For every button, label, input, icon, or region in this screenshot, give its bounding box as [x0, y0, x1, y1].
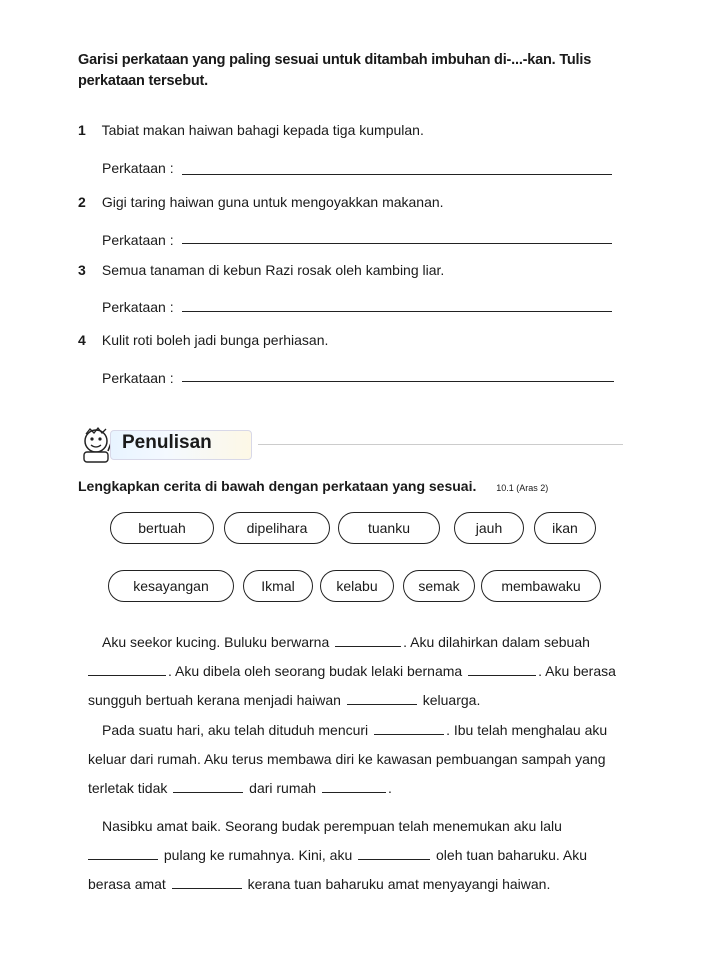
task-instruction [78, 478, 638, 494]
word-chip[interactable]: kesayangan [108, 570, 234, 602]
word-chip[interactable]: Ikmal [243, 570, 313, 602]
word-chip[interactable]: membawaku [481, 570, 601, 602]
story-text: berasa amat [88, 876, 166, 892]
word-chip[interactable]: kelabu [320, 570, 394, 602]
story-text: oleh tuan baharuku. Aku [436, 847, 588, 863]
question-2 [78, 194, 638, 210]
answer-line[interactable] [182, 174, 612, 175]
story-text: Pada suatu hari, aku telah dituduh mencuri [102, 722, 369, 738]
question-text: Tabiat makan haiwan bahagi kepada tiga kumpulan. [101, 122, 424, 138]
story-paragraph-2 [88, 716, 623, 803]
story-text: Aku seekor kucing. Buluku berwarna [102, 634, 330, 650]
question-4 [78, 332, 638, 348]
question-text: Kulit roti boleh jadi bunga perhiasan. [101, 332, 329, 348]
story-paragraph-1 [88, 628, 623, 715]
section-header [78, 425, 623, 465]
answer-label: Perkataan : [102, 232, 174, 248]
question-1 [78, 122, 638, 138]
word-chip[interactable]: jauh [454, 512, 524, 544]
question-number: 2 [78, 194, 86, 210]
story-text: . [387, 780, 392, 796]
story-text: Nasibku amat baik. Seorang budak perempuan telah menemukan aku lalu [102, 818, 562, 834]
story-text: pulang ke rumahnya. Kini, aku [163, 847, 353, 863]
word-chip[interactable]: semak [403, 570, 475, 602]
answer-blank[interactable] [172, 876, 242, 889]
answer-blank[interactable] [173, 780, 243, 793]
story-text: . Aku dibela oleh seorang budak lelaki bernama [168, 663, 463, 679]
answer-blank[interactable] [88, 847, 158, 860]
answer-line[interactable] [182, 381, 614, 382]
answer-blank[interactable] [374, 722, 444, 735]
word-chip[interactable]: bertuah [110, 512, 214, 544]
question-text: Gigi taring haiwan guna untuk mengoyakkan makanan. [101, 194, 444, 210]
answer-blank[interactable] [347, 692, 417, 705]
story-text: sungguh bertuah kerana menjadi haiwan [88, 692, 341, 708]
story-text: kerana tuan baharuku amat menyayangi haiwan. [247, 876, 551, 892]
story-text: . Aku berasa [538, 663, 616, 679]
answer-line[interactable] [182, 243, 612, 244]
answer-label: Perkataan : [102, 299, 174, 315]
question-text: Semua tanaman di kebun Razi rosak oleh kambing liar. [101, 262, 445, 278]
answer-blank[interactable] [358, 847, 430, 860]
section-title: Penulisan [122, 432, 212, 453]
instruction: Garisi perkataan yang paling sesuai untuk ditambah imbuhan di-...-kan. Tulis perkataan tersebut. [78, 52, 592, 89]
question-number: 3 [78, 262, 86, 278]
answer-label: Perkataan : [102, 370, 174, 386]
story-text: keluar dari rumah. Aku terus membawa diri ke kawasan pembuangan sampah yang [88, 751, 606, 767]
word-chip[interactable]: dipelihara [224, 512, 330, 544]
answer-blank[interactable] [322, 780, 386, 793]
story-text: dari rumah [249, 780, 317, 796]
question-3 [78, 262, 638, 278]
answer-blank[interactable] [335, 634, 401, 647]
word-chip[interactable]: tuanku [338, 512, 440, 544]
story-text: terletak tidak [88, 780, 168, 796]
answer-blank[interactable] [468, 663, 536, 676]
story-paragraph-3 [88, 812, 623, 899]
story-text: . Ibu telah menghalau aku [446, 722, 608, 738]
task-text: Lengkapkan cerita di bawah dengan perkataan yang sesuai. [78, 478, 477, 494]
story-text: keluarga. [422, 692, 481, 708]
section-divider [258, 444, 623, 445]
question-number: 1 [78, 122, 86, 138]
question-number: 4 [78, 332, 86, 348]
answer-label: Perkataan : [102, 160, 174, 176]
word-chip[interactable]: ikan [534, 512, 596, 544]
answer-blank[interactable] [88, 663, 166, 676]
answer-line[interactable] [182, 311, 612, 312]
story-text: . Aku dilahirkan dalam sebuah [403, 634, 590, 650]
task-code: 10.1 (Aras 2) [496, 483, 549, 493]
